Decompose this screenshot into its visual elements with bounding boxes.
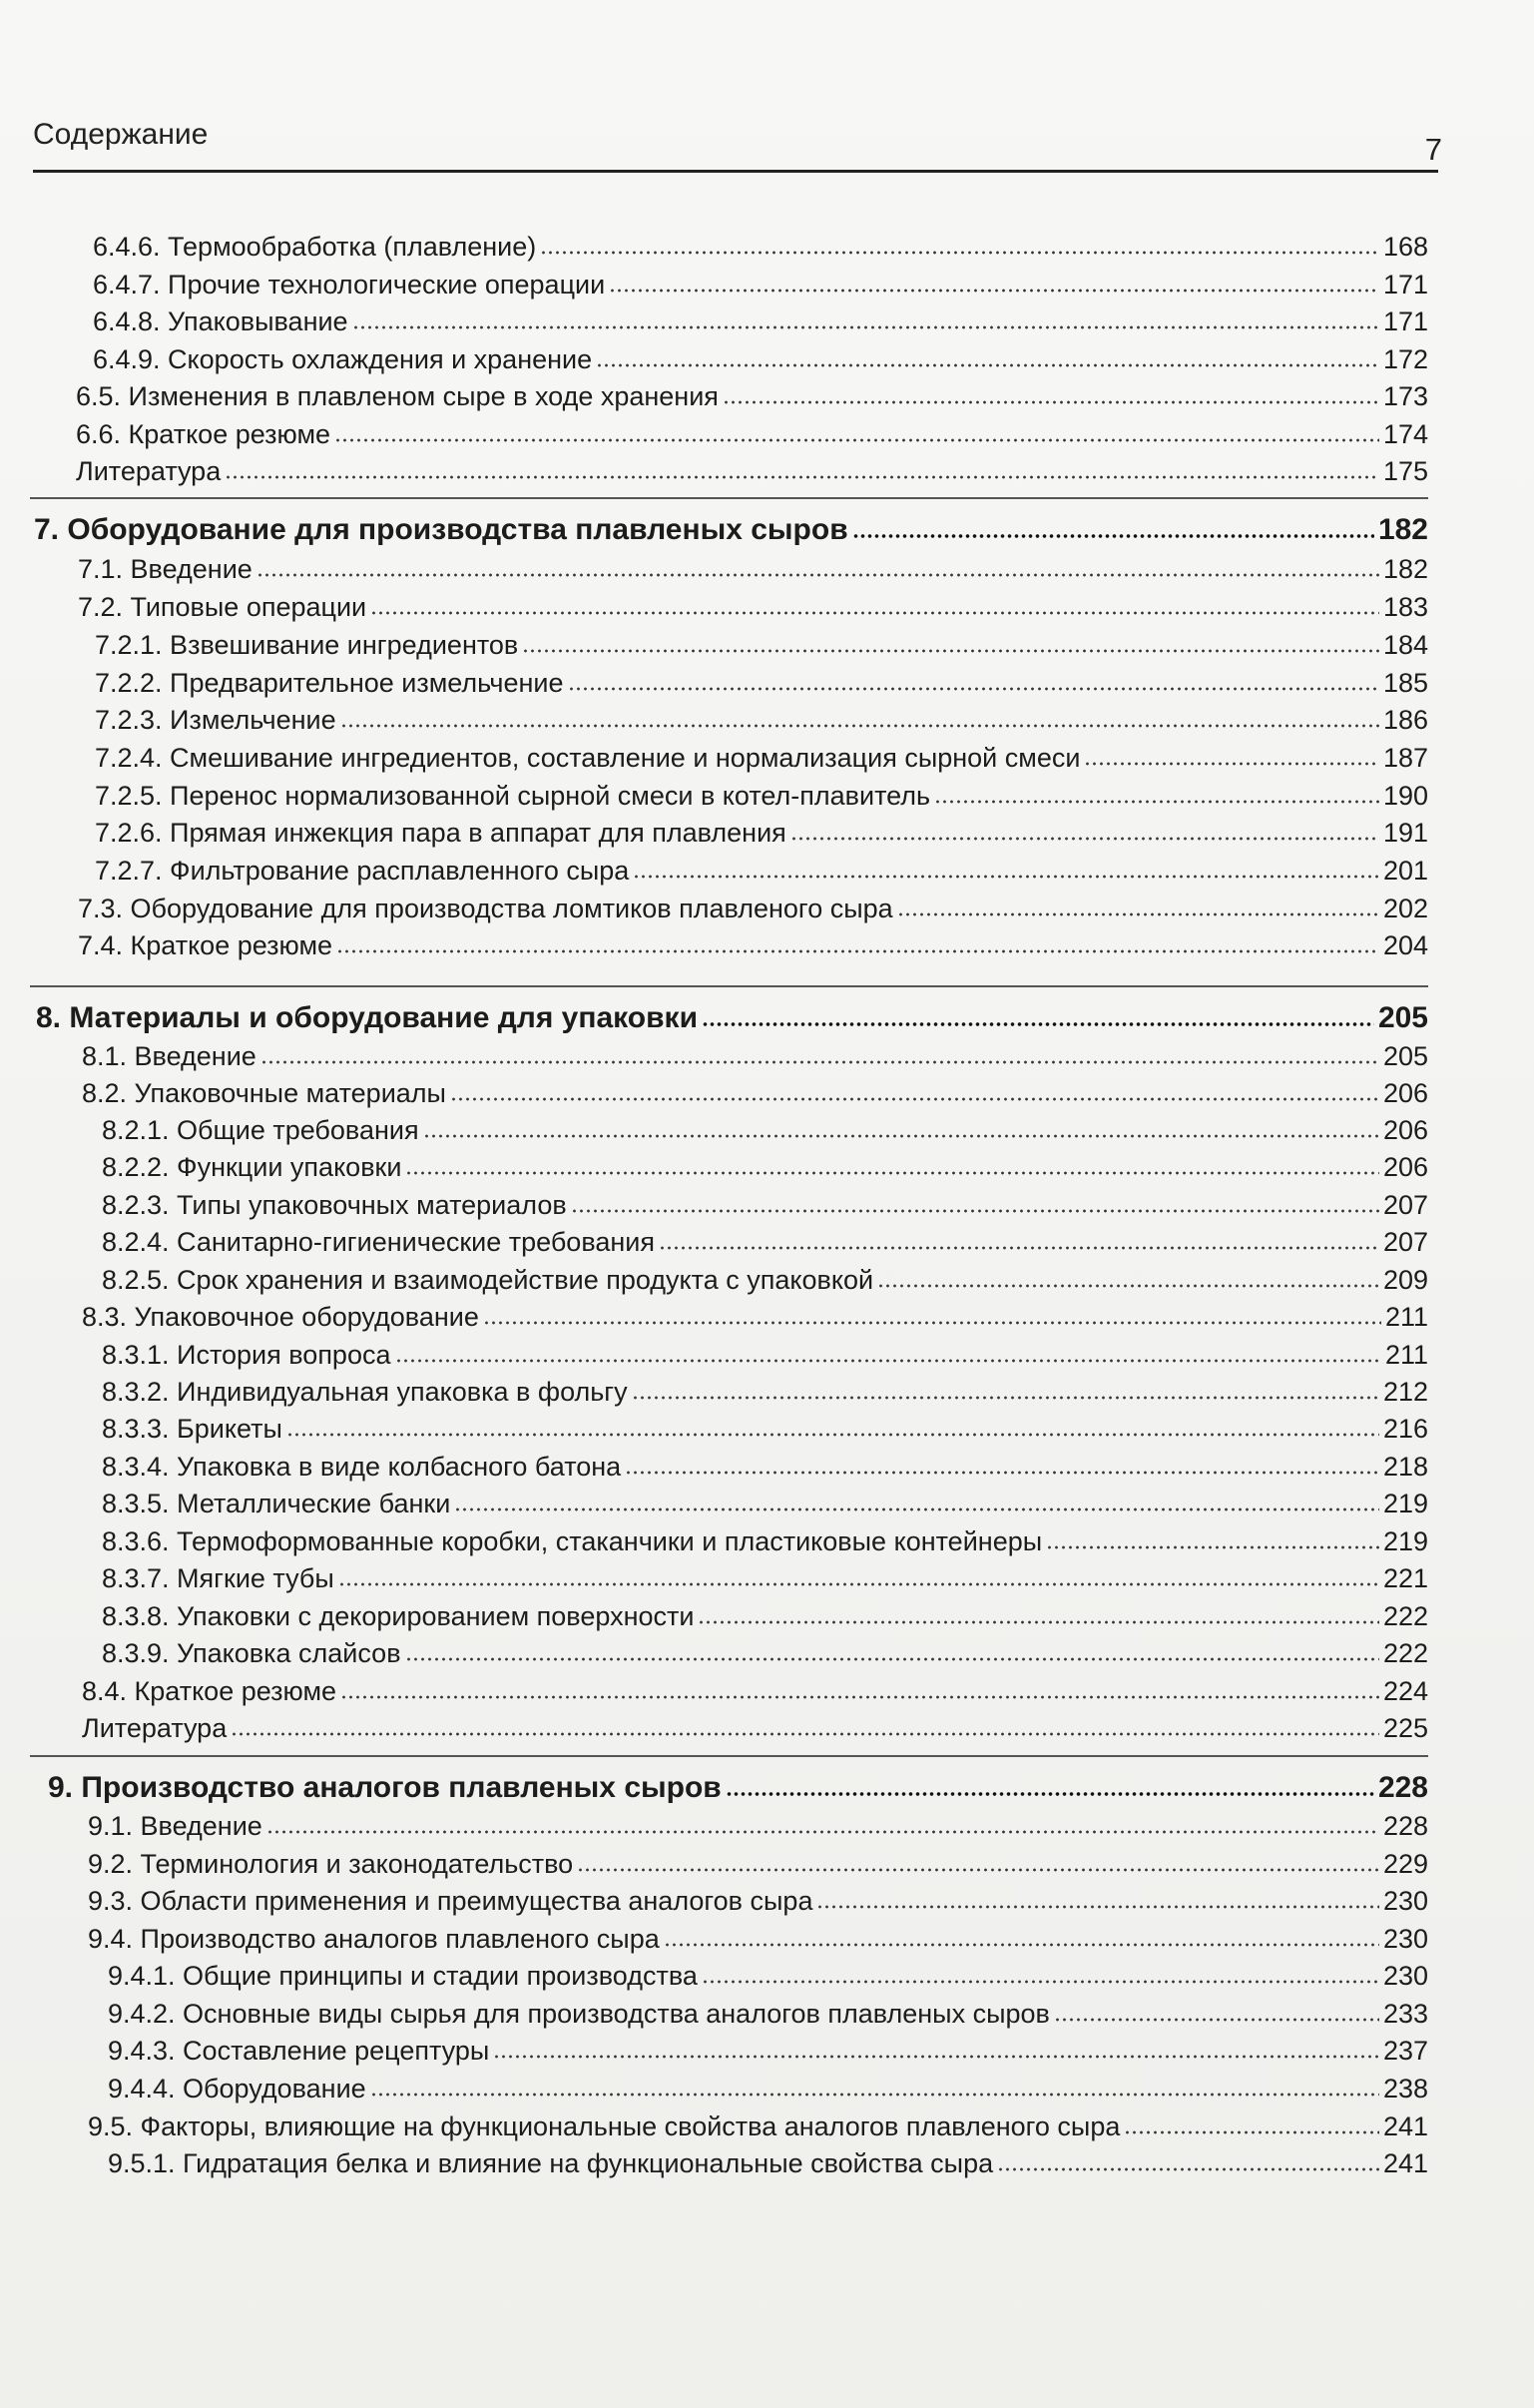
toc-chapter-entry (36, 999, 1428, 1033)
chapter-divider (30, 985, 1428, 987)
toc-entry-page: 219 (1382, 1526, 1428, 1556)
toc-entry (76, 377, 1428, 411)
toc-entry-page: 183 (1382, 592, 1428, 622)
toc-entry-page: 186 (1382, 705, 1428, 735)
toc-entry-title: 8.3.3. Брикеты (102, 1414, 282, 1444)
dot-leader (723, 399, 1379, 405)
toc-entry (93, 266, 1428, 300)
toc-entry (102, 1448, 1428, 1482)
toc-entry-title: 8.4. Краткое резюме (82, 1676, 337, 1706)
dot-leader (702, 1021, 1374, 1027)
toc-entry (102, 1148, 1428, 1182)
toc-entry-page: 190 (1382, 781, 1428, 811)
toc-entry-title: 7.4. Краткое резюме (78, 930, 333, 960)
toc-entry (76, 452, 1428, 486)
toc-entry (88, 1807, 1428, 1841)
toc-entry-page: 182 (1377, 513, 1428, 546)
toc-entry (78, 550, 1428, 584)
dot-leader (336, 948, 1379, 954)
toc-entry-page: 222 (1382, 1638, 1428, 1668)
dot-leader (633, 874, 1379, 880)
toc-entry-page: 174 (1382, 419, 1428, 449)
toc-entry-title: 9.5.1. Гидратация белка и влияние на функциональные свойства сыра (108, 2148, 994, 2178)
toc-chapter-entry (34, 511, 1428, 545)
toc-entry (108, 2070, 1428, 2104)
toc-entry-page: 222 (1382, 1601, 1428, 1631)
toc-entry-title: 7.2.4. Смешивание ингредиентов, составление и нормализация сырной смеси (95, 743, 1081, 773)
toc-entry-title: 7.2. Типовые операции (78, 592, 367, 622)
toc-entry (93, 228, 1428, 262)
dot-leader (266, 1829, 1379, 1835)
toc-entry-title: 9.3. Области применения и преимущества аналогов сыра (88, 1886, 813, 1916)
toc-entry-title: 8. Материалы и оборудование для упаковки (36, 1001, 699, 1034)
toc-entry (102, 1559, 1428, 1593)
dot-leader (664, 1942, 1379, 1948)
dot-leader (997, 2166, 1379, 2172)
toc-entry-title: 9.2. Терминология и законодательство (88, 1849, 574, 1879)
toc-entry-title: 8.2. Упаковочные материалы (82, 1078, 446, 1108)
toc-entry-title: 7.2.3. Измельчение (95, 705, 336, 735)
toc-entry-title: 8.1. Введение (82, 1041, 256, 1071)
toc-entry (88, 1845, 1428, 1879)
toc-entry-page: 182 (1382, 554, 1428, 584)
dot-leader (726, 1791, 1374, 1797)
page-number: 7 (1424, 132, 1442, 167)
toc-entry (102, 1223, 1428, 1257)
dot-leader (522, 648, 1379, 654)
toc-entry (93, 340, 1428, 374)
dot-leader (493, 2054, 1379, 2060)
toc-entry-page: 228 (1377, 1771, 1428, 1804)
running-head-title: Содержание (33, 118, 209, 151)
toc-entry-page: 212 (1382, 1377, 1428, 1407)
toc-entry-page: 238 (1382, 2074, 1428, 2104)
dot-leader (609, 288, 1379, 294)
dot-leader (568, 686, 1379, 692)
toc-entry-page: 237 (1382, 2036, 1428, 2066)
toc-entry (88, 1920, 1428, 1954)
toc-entry (102, 1373, 1428, 1407)
dot-leader (370, 610, 1379, 616)
toc-entry-title: 9.4.3. Составление рецептуры (108, 2036, 490, 2066)
toc-entry-page: 168 (1382, 232, 1428, 262)
toc-entry-title: 8.3. Упаковочное оборудование (82, 1302, 479, 1332)
toc-entry-title: Литература (82, 1713, 228, 1743)
toc-entry (102, 1597, 1428, 1631)
dot-leader (334, 437, 1379, 443)
dot-leader (231, 1731, 1379, 1737)
toc-entry-page: 209 (1382, 1265, 1428, 1295)
dot-leader (596, 362, 1379, 368)
toc-entry (102, 1336, 1428, 1370)
toc-entry-page: 171 (1382, 306, 1428, 336)
toc-entry (82, 1298, 1428, 1332)
toc-entry-title: 7. Оборудование для производства плавленых сыров (34, 513, 848, 546)
toc-entry (78, 588, 1428, 622)
dot-leader (340, 723, 1379, 729)
toc-entry-page: 241 (1382, 2148, 1428, 2178)
toc-entry-page: 230 (1382, 1924, 1428, 1954)
toc-entry-page: 219 (1382, 1489, 1428, 1518)
dot-leader (1046, 1544, 1379, 1550)
dot-leader (934, 799, 1379, 805)
toc-entry-page: 218 (1382, 1452, 1428, 1482)
toc-entry (93, 302, 1428, 336)
toc-entry-page: 207 (1382, 1227, 1428, 1257)
dot-leader (423, 1133, 1379, 1139)
toc-entry-page: 171 (1382, 270, 1428, 300)
dot-leader (340, 1694, 1379, 1700)
toc-entry-title: 9. Производство аналогов плавленых сыров (48, 1771, 722, 1804)
toc-entry-title: 8.3.5. Металлические банки (102, 1489, 451, 1518)
toc-entry (88, 2107, 1428, 2141)
toc-entry-title: 7.2.6. Прямая инжекция пара в аппарат для плавления (95, 818, 786, 848)
toc-entry (82, 1672, 1428, 1706)
toc-entry-page: 228 (1382, 1811, 1428, 1841)
toc-entry-title: 9.1. Введение (88, 1811, 262, 1841)
toc-entry-title: 9.4.1. Общие принципы и стадии производства (108, 1961, 698, 1991)
toc-entry-title: 8.3.9. Упаковка слайсов (102, 1638, 401, 1668)
dot-leader (405, 1656, 1379, 1662)
toc-entry-page: 185 (1382, 668, 1428, 698)
dot-leader (450, 1096, 1379, 1102)
dot-leader (625, 1470, 1379, 1476)
toc-entry (95, 739, 1428, 773)
toc-entry-title: 8.3.6. Термоформованные коробки, стаканчики и пластиковые контейнеры (102, 1526, 1043, 1556)
toc-entry (102, 1522, 1428, 1556)
dot-leader (577, 1867, 1379, 1873)
toc-entry (76, 415, 1428, 449)
toc-entry-page: 173 (1382, 381, 1428, 411)
dot-leader (571, 1208, 1379, 1214)
toc-entry-page: 224 (1382, 1676, 1428, 1706)
toc-entry-page: 230 (1382, 1961, 1428, 1991)
toc-entry (78, 890, 1428, 923)
toc-entry-title: 6.4.8. Упаковывание (93, 306, 348, 336)
toc-entry (95, 852, 1428, 886)
dot-leader (1124, 2129, 1379, 2135)
dot-leader (540, 250, 1379, 256)
dot-leader (256, 572, 1379, 578)
toc-entry-page: 241 (1382, 2111, 1428, 2141)
toc-entry-page: 221 (1382, 1563, 1428, 1593)
toc-entry (102, 1634, 1428, 1668)
toc-entry (102, 1111, 1428, 1145)
dot-leader (698, 1619, 1378, 1625)
dot-leader (852, 533, 1374, 539)
dot-leader (338, 1581, 1379, 1587)
dot-leader (405, 1170, 1378, 1176)
toc-entry-title: 8.3.1. История вопроса (102, 1340, 391, 1370)
toc-entry-title: 8.2.4. Санитарно-гигиенические требования (102, 1227, 655, 1257)
toc-entry (102, 1186, 1428, 1220)
toc-entry-page: 233 (1382, 1999, 1428, 2029)
toc-entry-title: 8.2.3. Типы упаковочных материалов (102, 1190, 567, 1220)
toc-entry (95, 664, 1428, 698)
toc-entry (95, 777, 1428, 811)
toc-entry-page: 205 (1377, 1001, 1428, 1034)
toc-entry (95, 626, 1428, 660)
toc-entry-title: 8.3.4. Упаковка в виде колбасного батона (102, 1452, 622, 1482)
dot-leader (286, 1432, 1379, 1438)
dot-leader (877, 1283, 1379, 1289)
toc-entry-page: 211 (1384, 1340, 1428, 1370)
toc-entry (108, 1957, 1428, 1991)
toc-entry-page: 211 (1384, 1302, 1428, 1332)
toc-entry-page: 202 (1382, 894, 1428, 923)
toc-entry (95, 701, 1428, 735)
toc-entry (95, 814, 1428, 848)
toc-entry-page: 175 (1382, 456, 1428, 486)
chapter-divider (30, 1755, 1428, 1757)
toc-entry-page: 172 (1382, 344, 1428, 374)
toc-entry-title: 8.2.1. Общие требования (102, 1115, 419, 1145)
toc-entry-page: 206 (1382, 1078, 1428, 1108)
toc-entry-page: 205 (1382, 1041, 1428, 1071)
toc-entry-title: 8.3.8. Упаковки с декорированием поверхности (102, 1601, 695, 1631)
toc-entry-title: 6.4.9. Скорость охлаждения и хранение (93, 344, 593, 374)
dot-leader (816, 1904, 1378, 1910)
dot-leader (632, 1395, 1379, 1401)
header-rule (33, 170, 1438, 173)
toc-entry (108, 2032, 1428, 2066)
toc-entry-title: Литература (76, 456, 222, 486)
toc-entry-title: 6.6. Краткое резюме (76, 419, 331, 449)
toc-entry-page: 187 (1382, 743, 1428, 773)
dot-leader (1084, 761, 1379, 767)
toc-entry-title: 7.3. Оборудование для производства ломтиков плавленого сыра (78, 894, 893, 923)
dot-leader (395, 1358, 1381, 1364)
toc-entry-title: 7.2.2. Предварительное измельчение (95, 668, 564, 698)
dot-leader (483, 1320, 1381, 1326)
toc-entry-title: 8.3.7. Мягкие тубы (102, 1563, 334, 1593)
toc-entry-title: 8.2.2. Функции упаковки (102, 1152, 402, 1182)
toc-entry (108, 2144, 1428, 2178)
dot-leader (897, 911, 1379, 917)
dot-leader (260, 1059, 1379, 1065)
toc-entry-page: 206 (1382, 1152, 1428, 1182)
toc-entry-title: 7.2.7. Фильтрование расплавленного сыра (95, 856, 630, 886)
toc-entry (78, 926, 1428, 960)
toc-entry (82, 1709, 1428, 1743)
dot-leader (352, 324, 1379, 330)
toc-entry-page: 206 (1382, 1115, 1428, 1145)
chapter-divider (30, 497, 1428, 499)
toc-entry-title: 6.4.7. Прочие технологические операции (93, 270, 606, 300)
toc-entry (88, 1882, 1428, 1916)
toc-entry-page: 184 (1382, 630, 1428, 660)
toc-entry-title: 6.5. Изменения в плавленом сыре в ходе хранения (76, 381, 719, 411)
toc-entry-title: 9.4.4. Оборудование (108, 2074, 366, 2104)
dot-leader (659, 1245, 1379, 1251)
dot-leader (790, 836, 1379, 842)
page-header (33, 112, 1442, 176)
toc-entry-page: 216 (1382, 1414, 1428, 1444)
toc-entry-title: 9.5. Факторы, влияющие на функциональные свойства аналогов плавленого сыра (88, 2111, 1121, 2141)
toc-entry-page: 229 (1382, 1849, 1428, 1879)
toc-entry-title: 8.2.5. Срок хранения и взаимодействие продукта с упаковкой (102, 1265, 874, 1295)
dot-leader (702, 1979, 1379, 1985)
toc-entry (82, 1074, 1428, 1108)
toc-chapter-entry (48, 1769, 1428, 1803)
toc-entry-title: 6.4.6. Термообработка (плавление) (93, 232, 537, 262)
dot-leader (370, 2092, 1379, 2098)
toc-entry (102, 1485, 1428, 1518)
toc-entry-page: 204 (1382, 930, 1428, 960)
toc-entry (82, 1037, 1428, 1071)
toc-entry-title: 8.3.2. Индивидуальная упаковка в фольгу (102, 1377, 628, 1407)
toc-entry-page: 230 (1382, 1886, 1428, 1916)
toc-entry-title: 7.2.1. Взвешивание ингредиентов (95, 630, 519, 660)
toc-entry-page: 207 (1382, 1190, 1428, 1220)
toc-entry-title: 7.2.5. Перенос нормализованной сырной смеси в котел-плавитель (95, 781, 931, 811)
toc-entry-title: 9.4. Производство аналогов плавленого сыра (88, 1924, 660, 1954)
toc-entry-page: 201 (1382, 856, 1428, 886)
toc-entry (102, 1261, 1428, 1295)
toc-entry-title: 7.1. Введение (78, 554, 253, 584)
dot-leader (454, 1506, 1379, 1512)
toc-entry-page: 191 (1382, 818, 1428, 848)
toc-entry-title: 9.4.2. Основные виды сырья для производства аналогов плавленых сыров (108, 1999, 1050, 2029)
toc-entry (108, 1995, 1428, 2029)
dot-leader (1054, 2017, 1379, 2023)
dot-leader (225, 474, 1379, 480)
toc-entry-page: 225 (1382, 1713, 1428, 1743)
toc-entry (102, 1410, 1428, 1444)
